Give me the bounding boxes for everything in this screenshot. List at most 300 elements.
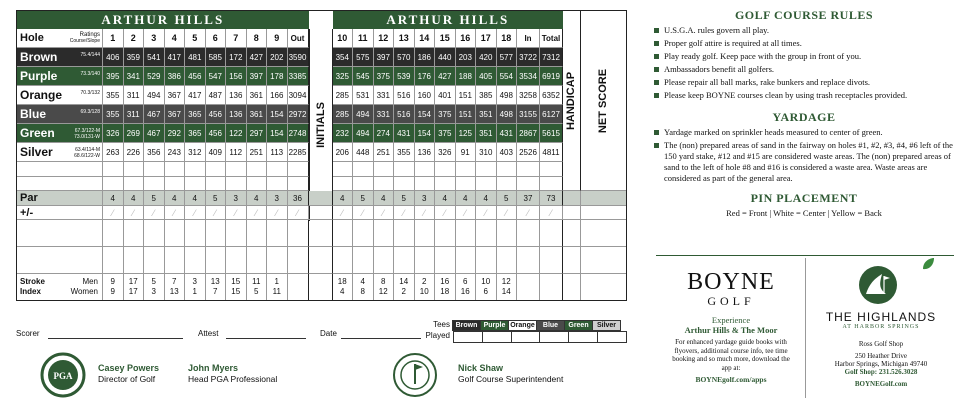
in-header: In (517, 29, 540, 48)
rules-title: GOLF COURSE RULES (734, 8, 874, 22)
slash-icon: ⁄ (234, 207, 237, 218)
stroke-index-women: 9 (110, 287, 115, 296)
player-row-cell[interactable] (435, 162, 456, 177)
stroke-index-women: 5 (254, 287, 259, 296)
tees-played-boxes (453, 320, 621, 331)
player-row-cell[interactable] (185, 220, 206, 247)
hole-number: 8 (247, 29, 268, 48)
stroke-index-cell (476, 274, 497, 300)
player-row-cell[interactable] (333, 220, 354, 247)
tee-yardage: 113 (267, 143, 288, 162)
tee-yardage: 263 (103, 143, 124, 162)
tee-yardage: 375 (435, 124, 456, 143)
player-row-cell[interactable] (476, 162, 497, 177)
player-row-cell[interactable] (247, 177, 268, 192)
boyne-panel (660, 270, 802, 384)
player-row-cell[interactable] (226, 220, 247, 247)
player-row-cell[interactable] (267, 220, 288, 247)
par-value: 5 (497, 191, 518, 206)
player-row-cell[interactable] (206, 247, 227, 274)
hole-number: 2 (124, 29, 145, 48)
hole-number: 3 (144, 29, 165, 48)
player-row-cell[interactable] (267, 177, 288, 192)
player-row-cell[interactable] (247, 247, 268, 274)
stroke-index-men: 15 (231, 277, 241, 286)
hole-number: 13 (394, 29, 415, 48)
tee-check-silver[interactable] (598, 332, 626, 342)
stroke-index-cell (353, 274, 374, 300)
player-row-cell[interactable] (144, 220, 165, 247)
tee-yardage: 112 (226, 143, 247, 162)
tee-yardage: 154 (267, 124, 288, 143)
highlands-addr1: 250 Heather Drive (854, 352, 908, 360)
tee-yardage: 151 (456, 86, 477, 105)
hole-number: 18 (497, 29, 518, 48)
women-text: Women (70, 287, 98, 296)
player-row-cell[interactable] (226, 177, 247, 192)
par-value: 4 (124, 191, 145, 206)
tee-yardage: 417 (185, 86, 206, 105)
player-row-cell[interactable] (456, 220, 477, 247)
tee-row-label (17, 124, 103, 143)
stroke-index-men: 5 (151, 277, 156, 286)
tee-played-box: Brown (452, 320, 481, 331)
stroke-index-men: 16 (440, 277, 450, 286)
tee-in-total: 3155 (517, 105, 540, 124)
player-row-out[interactable] (288, 220, 309, 247)
tee-yardage: 311 (124, 86, 145, 105)
tee-yardage: 585 (206, 48, 227, 67)
player-row-cell[interactable] (435, 247, 456, 274)
tee-yardage: 431 (394, 124, 415, 143)
tee-yardage: 331 (374, 105, 395, 124)
plus-minus-cell[interactable] (540, 206, 563, 220)
slash-icon: ⁄ (152, 207, 155, 218)
tee-yardage: 406 (103, 48, 124, 67)
plus-minus-cell[interactable] (374, 206, 395, 220)
tee-yardage: 186 (415, 48, 436, 67)
plus-minus-cell[interactable] (144, 206, 165, 220)
stroke-index-men: 17 (128, 277, 138, 286)
rule-item: Proper golf attire is required at all times. (654, 38, 954, 49)
tee-yardage: 456 (185, 67, 206, 86)
player-row-cell[interactable] (374, 162, 395, 177)
player-row-label[interactable] (17, 177, 103, 192)
player-row-label[interactable] (17, 247, 103, 274)
player-row-cell[interactable] (333, 177, 354, 192)
player-row-cell[interactable] (226, 247, 247, 274)
player-row-cell[interactable] (353, 162, 374, 177)
plus-minus-cell[interactable] (476, 206, 497, 220)
ratings-header (70, 32, 100, 44)
par-value: 5 (394, 191, 415, 206)
player-row-cell[interactable] (374, 177, 395, 192)
player-row-cell[interactable] (144, 162, 165, 177)
plus-minus-cell[interactable] (517, 206, 540, 220)
player-row-cell[interactable] (415, 220, 436, 247)
plus-minus-cell[interactable] (165, 206, 186, 220)
tee-yardage: 405 (476, 67, 497, 86)
attest-label: Attest (198, 329, 219, 338)
tee-check-purple[interactable] (483, 332, 512, 342)
player-row-cell[interactable] (226, 162, 247, 177)
tee-yardage: 397 (374, 48, 395, 67)
rule-item: Play ready golf. Keep pace with the group in front of you. (654, 51, 954, 62)
tee-name: Purple (20, 69, 58, 83)
player-row-cell[interactable] (103, 162, 124, 177)
plus-minus-cell[interactable] (333, 206, 354, 220)
boyne-course: Arthur Hills & The Moor (684, 325, 778, 335)
out-header: Out (288, 29, 309, 48)
slash-icon: ⁄ (464, 207, 466, 218)
hole-number: 12 (374, 29, 395, 48)
plus-minus-net[interactable] (581, 206, 626, 220)
player-row-cell[interactable] (476, 247, 497, 274)
player-row-net[interactable] (581, 247, 626, 274)
plus-minus-cell[interactable] (456, 206, 477, 220)
plus-minus-cell[interactable] (206, 206, 227, 220)
stroke-index-women: 18 (440, 287, 450, 296)
player-row-in[interactable] (517, 247, 540, 274)
hole-label (17, 29, 103, 48)
player-row-cell[interactable] (124, 247, 145, 274)
player-row-cell[interactable] (353, 177, 374, 192)
stroke-index-women: 16 (460, 287, 470, 296)
par-value: 3 (267, 191, 288, 206)
tee-in-total: 2867 (517, 124, 540, 143)
player-row-cell[interactable] (456, 177, 477, 192)
plus-minus-cell[interactable] (497, 206, 518, 220)
player-row-cell[interactable] (456, 162, 477, 177)
stroke-index-men: 10 (481, 277, 491, 286)
player-row-cell[interactable] (185, 177, 206, 192)
player-row-cell[interactable] (165, 162, 186, 177)
tee-yardage: 154 (415, 105, 436, 124)
par-in: 37 (517, 191, 540, 206)
player-row-cell[interactable] (497, 247, 518, 274)
yardage-item: Yardage marked on sprinkler heads measured to center of green. (654, 127, 954, 138)
player-row-cell[interactable] (333, 162, 354, 177)
stroke-text: Stroke (20, 277, 45, 286)
player-row-cell[interactable] (124, 162, 145, 177)
stroke-index-cell (497, 274, 518, 300)
player-row-in[interactable] (517, 220, 540, 247)
boyne-url[interactable]: BOYNEgolf.com/apps (695, 375, 767, 384)
stroke-index-cell (206, 274, 227, 300)
player-row-handicap[interactable] (563, 247, 581, 274)
tee-check-orange[interactable] (512, 332, 541, 342)
player-row-cell[interactable] (415, 162, 436, 177)
tee-check-green[interactable] (569, 332, 598, 342)
tee-row-label (17, 67, 103, 86)
slash-icon: ⁄ (527, 207, 529, 218)
plus-minus-cell[interactable] (394, 206, 415, 220)
rule-item: Please keep BOYNE courses clean by using trash receptacles provided. (654, 90, 954, 101)
player-row-cell[interactable] (124, 177, 145, 192)
player-row-total[interactable] (540, 162, 563, 177)
plus-minus-cell[interactable] (226, 206, 247, 220)
player-row-cell[interactable] (103, 247, 124, 274)
tee-yardage: 154 (267, 105, 288, 124)
tee-out-total: 3590 (288, 48, 309, 67)
highlands-sub: AT HARBOR SPRINGS (842, 324, 920, 330)
tee-yardage: 375 (374, 67, 395, 86)
player-row-cell[interactable] (267, 162, 288, 177)
tee-yardage: 356 (144, 143, 165, 162)
player-row-in[interactable] (517, 177, 540, 192)
player-row-cell[interactable] (353, 247, 374, 274)
slash-icon: ⁄ (443, 207, 446, 218)
tee-yardage: 156 (226, 67, 247, 86)
stroke-index-cell (144, 274, 165, 300)
rule-item: Please repair all ball marks, rake bunkers and replace divots. (654, 77, 954, 88)
player-row-cell[interactable] (185, 247, 206, 274)
stroke-index-cell (103, 274, 124, 300)
stroke-index-cell (333, 274, 354, 300)
tee-yardage: 498 (497, 105, 518, 124)
back-nine-header: ARTHUR HILLS (333, 11, 564, 29)
tee-yardage: 355 (394, 143, 415, 162)
tee-yardage: 427 (247, 48, 268, 67)
tee-yardage: 136 (415, 143, 436, 162)
par-value: 4 (333, 191, 354, 206)
player-row-cell[interactable] (206, 220, 227, 247)
stroke-index-women: 7 (213, 287, 218, 296)
player-row-total[interactable] (540, 220, 563, 247)
par-net (581, 191, 626, 206)
hole-number: 15 (435, 29, 456, 48)
player-row-cell[interactable] (103, 220, 124, 247)
tee-rating: 75.4/144 (80, 52, 100, 58)
slash-icon: ⁄ (132, 207, 134, 218)
player-row-cell[interactable] (415, 247, 436, 274)
player-row-cell[interactable] (476, 177, 497, 192)
played-label: Played (425, 331, 450, 340)
hole-number: 10 (333, 29, 354, 48)
tee-yardage: 494 (353, 124, 374, 143)
par-value: 5 (206, 191, 227, 206)
stroke-index-women: 17 (128, 287, 138, 296)
slash-icon: ⁄ (505, 207, 507, 218)
index-text: Index (20, 287, 41, 296)
player-row-net[interactable] (581, 220, 626, 247)
hole-number: 11 (353, 29, 374, 48)
slash-icon: ⁄ (255, 207, 257, 218)
player-row-out[interactable] (288, 177, 309, 192)
stroke-index-men: 18 (337, 277, 347, 286)
stroke-index-women: 1 (192, 287, 197, 296)
par-value: 4 (247, 191, 268, 206)
tee-yardage: 297 (247, 124, 268, 143)
stroke-index-men: 3 (192, 277, 197, 286)
player-row-cell[interactable] (353, 220, 374, 247)
date-line[interactable] (341, 338, 421, 339)
tee-yardage: 206 (333, 143, 354, 162)
pga-logo-icon (40, 352, 86, 398)
scorer-line[interactable] (48, 338, 183, 339)
player-row-cell[interactable] (394, 220, 415, 247)
tee-yardage: 341 (124, 67, 145, 86)
player-row-cell[interactable] (103, 177, 124, 192)
tee-rating: 69.3/128 (80, 109, 100, 115)
tee-yardage: 498 (497, 86, 518, 105)
tee-yardage: 547 (206, 67, 227, 86)
player-row-initials[interactable] (309, 220, 333, 247)
tee-yardage: 539 (394, 67, 415, 86)
player-row-out[interactable] (288, 247, 309, 274)
hole-number: 16 (456, 29, 477, 48)
player-row-cell[interactable] (165, 177, 186, 192)
player-row-initials[interactable] (309, 247, 333, 274)
staff-name-2: John Myers (188, 363, 239, 373)
player-row-cell[interactable] (124, 220, 145, 247)
slash-icon: ⁄ (111, 207, 114, 218)
boyne-logo-text: BOYNE (687, 269, 775, 295)
stroke-index-cell (165, 274, 186, 300)
stroke-index-men: 13 (210, 277, 220, 286)
hole-number: 6 (206, 29, 227, 48)
player-row-cell[interactable] (165, 247, 186, 274)
player-row-cell[interactable] (497, 162, 518, 177)
slash-icon: ⁄ (193, 207, 196, 218)
tee-row-label (17, 86, 103, 105)
player-row-total[interactable] (540, 177, 563, 192)
player-row-label[interactable] (17, 220, 103, 247)
tee-yardage: 401 (435, 86, 456, 105)
player-row-cell[interactable] (206, 162, 227, 177)
tee-yardage: 409 (206, 143, 227, 162)
plus-minus-cell[interactable] (267, 206, 288, 220)
plus-minus-cell[interactable] (288, 206, 309, 220)
svg-text:PGA: PGA (53, 371, 73, 381)
plus-minus-handicap[interactable] (563, 206, 581, 220)
plus-minus-cell[interactable] (103, 206, 124, 220)
hole-number: 9 (267, 29, 288, 48)
plus-minus-cell[interactable] (435, 206, 456, 220)
yardage-list (654, 127, 954, 184)
scorecard-grid (16, 10, 627, 301)
player-row-cell[interactable] (456, 247, 477, 274)
plus-minus-cell[interactable] (415, 206, 436, 220)
tee-row-label (17, 48, 103, 67)
player-row-cell[interactable] (394, 247, 415, 274)
plus-minus-cell[interactable] (247, 206, 268, 220)
highlands-web[interactable]: BOYNEGolf.com (854, 380, 908, 388)
player-row-out[interactable] (288, 162, 309, 177)
player-row-cell[interactable] (394, 177, 415, 192)
stroke-index-cell (374, 274, 395, 300)
tee-yardage: 325 (333, 67, 354, 86)
player-row-cell[interactable] (435, 220, 456, 247)
tee-in-total: 3534 (517, 67, 540, 86)
highlands-name: THE HIGHLANDS (825, 310, 937, 324)
tee-yardage: 91 (456, 143, 477, 162)
attest-line[interactable] (226, 338, 306, 339)
tee-rating: 63.4/114-M 68.6/122-W (74, 147, 100, 159)
player-row-label[interactable] (17, 162, 103, 177)
stroke-index-handicap (563, 274, 581, 300)
player-row-cell[interactable] (185, 162, 206, 177)
tee-out-total: 2285 (288, 143, 309, 162)
player-row-cell[interactable] (394, 162, 415, 177)
player-row-cell[interactable] (165, 220, 186, 247)
tee-yardage: 456 (206, 124, 227, 143)
player-row-in[interactable] (517, 162, 540, 177)
net-score-text: NET SCORE (597, 68, 610, 133)
plus-minus-cell[interactable] (124, 206, 145, 220)
staff-name-3: Nick Shaw (458, 363, 504, 373)
tee-yardage: 292 (165, 124, 186, 143)
stroke-index-women: 4 (340, 287, 345, 296)
tee-yardage: 494 (144, 86, 165, 105)
tee-in-total: 2526 (517, 143, 540, 162)
player-row-cell[interactable] (415, 177, 436, 192)
rules-panel (654, 8, 954, 218)
tee-total: 6352 (540, 86, 563, 105)
stroke-index-women: 6 (483, 287, 488, 296)
tees-played-checkrow (453, 331, 627, 343)
tee-out-total: 2972 (288, 105, 309, 124)
stroke-index-net (581, 274, 626, 300)
player-row-cell[interactable] (435, 177, 456, 192)
player-row-cell[interactable] (497, 177, 518, 192)
tee-yardage: 243 (165, 143, 186, 162)
hole-number: 14 (415, 29, 436, 48)
player-row-cell[interactable] (247, 162, 268, 177)
tee-check-brown[interactable] (454, 332, 483, 342)
tee-out-total: 3094 (288, 86, 309, 105)
slash-icon: ⁄ (296, 207, 299, 218)
player-row-cell[interactable] (333, 247, 354, 274)
stroke-index-women: 8 (360, 287, 365, 296)
plus-minus-initials[interactable] (309, 206, 333, 220)
player-row-cell[interactable] (247, 220, 268, 247)
player-row-cell[interactable] (476, 220, 497, 247)
stroke-index-men: 4 (360, 277, 365, 286)
player-row-cell[interactable] (497, 220, 518, 247)
player-row-total[interactable] (540, 247, 563, 274)
player-row-cell[interactable] (144, 247, 165, 274)
player-row-cell[interactable] (144, 177, 165, 192)
tee-yardage: 531 (353, 86, 374, 105)
hole-text: Hole (20, 32, 44, 44)
player-row-cell[interactable] (374, 220, 395, 247)
tee-total: 5615 (540, 124, 563, 143)
men-text: Men (82, 277, 98, 286)
player-row-cell[interactable] (374, 247, 395, 274)
tee-yardage: 385 (476, 86, 497, 105)
plus-minus-cell[interactable] (185, 206, 206, 220)
tee-yardage: 397 (247, 67, 268, 86)
stroke-index-women: 15 (231, 287, 241, 296)
stroke-index-total (540, 274, 563, 300)
slash-icon: ⁄ (423, 207, 425, 218)
tee-check-blue[interactable] (540, 332, 569, 342)
tee-yardage: 395 (103, 67, 124, 86)
highlands-phone: Golf Shop: 231.526.3028 (844, 368, 918, 376)
par-initials (309, 191, 333, 206)
player-row-cell[interactable] (206, 177, 227, 192)
player-row-handicap[interactable] (563, 220, 581, 247)
stroke-index-men: 9 (110, 277, 115, 286)
plus-minus-cell[interactable] (353, 206, 374, 220)
tee-total: 7312 (540, 48, 563, 67)
highlands-addr2: Harbor Springs, Michigan 49740 (834, 360, 928, 368)
player-row-cell[interactable] (267, 247, 288, 274)
tee-yardage: 365 (185, 105, 206, 124)
tee-name: Green (20, 126, 55, 140)
stroke-index-women: 13 (169, 287, 179, 296)
